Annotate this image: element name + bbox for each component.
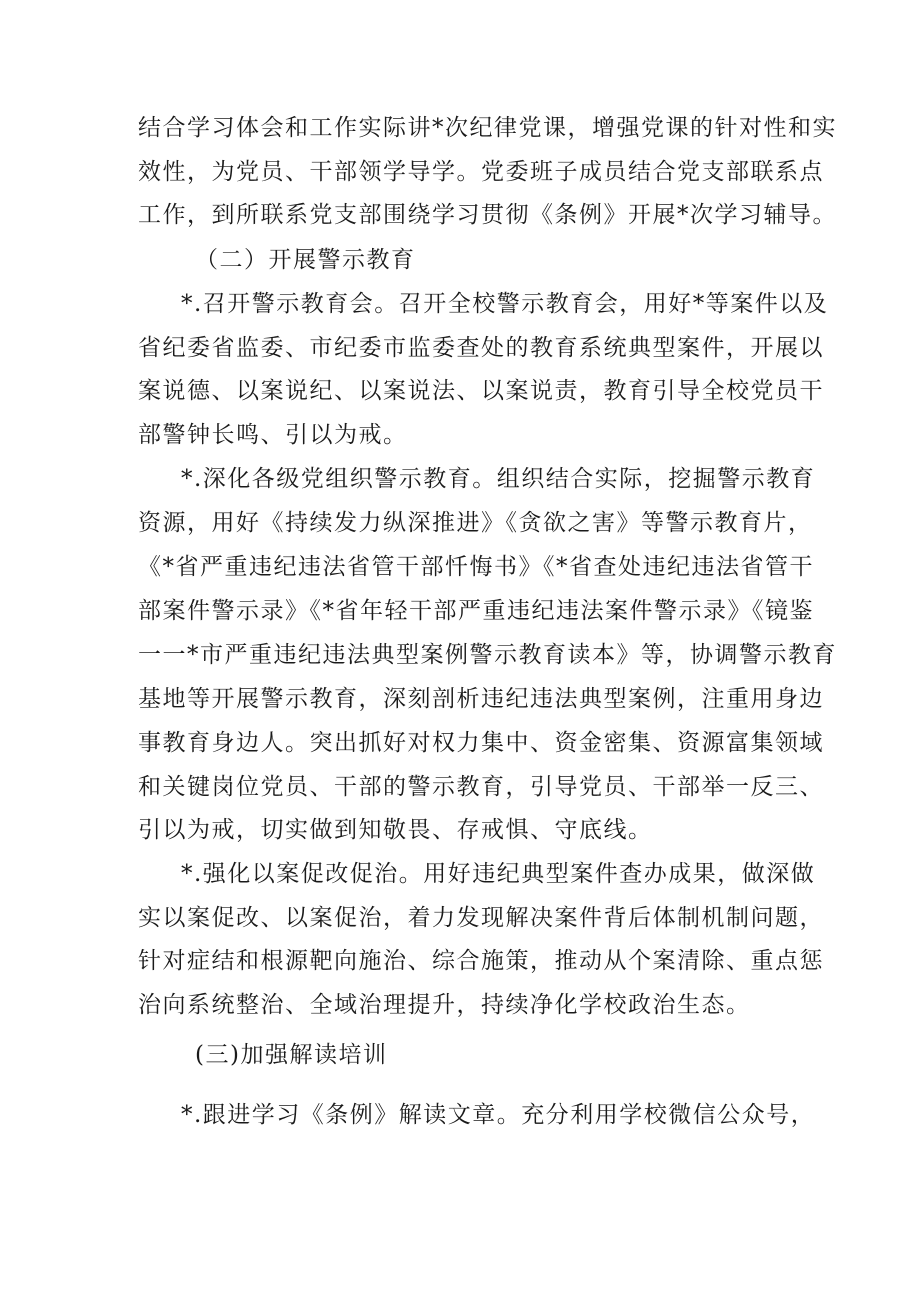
section-heading: (三)加强解读培训 bbox=[195, 1042, 388, 1068]
section-heading: （二）开展警示教育 bbox=[195, 247, 416, 273]
paragraph-line: 部警钟长鸣、引以为戒。 bbox=[138, 422, 408, 448]
paragraph-line: 《*省严重违纪违法省管干部忏悔书》《*省查处违纪违法省管干 bbox=[138, 554, 814, 580]
paragraph-line: 结合学习体会和工作实际讲*次纪律党课，增强党课的针对性和实 bbox=[138, 115, 837, 141]
paragraph-line: 和关键岗位党员、干部的警示教育，引导党员、干部举一反三、 bbox=[138, 774, 824, 800]
paragraph-line: 引以为戒，切实做到知敬畏、存戒惧、守底线。 bbox=[138, 817, 653, 843]
paragraph-line: 部案件警示录》《*省年轻干部严重违纪违法案件警示录》《镜鉴 bbox=[138, 598, 814, 624]
paragraph-line: 案说德、以案说纪、以案说法、以案说责，教育引导全校党员干 bbox=[138, 378, 824, 404]
paragraph-line: 一一*市严重违纪违法典型案例警示教育读本》等，协调警示教育 bbox=[138, 642, 837, 668]
paragraph-line: *.召开警示教育会。召开全校警示教育会，用好*等案件以及 bbox=[181, 291, 829, 317]
paragraph-line: 实以案促改、以案促治，着力发现解决案件背后体制机制问题， bbox=[138, 905, 824, 931]
paragraph-line: *.深化各级党组织警示教育。组织结合实际，挖掘警示教育 bbox=[181, 466, 816, 492]
paragraph-line: 工作，到所联系党支部围绕学习贯彻《条例》开展*次学习辅导。 bbox=[138, 202, 837, 228]
paragraph-line: 基地等开展警示教育，深刻剖析违纪违法典型案例，注重用身边 bbox=[138, 686, 824, 712]
paragraph-line: 事教育身边人。突出抓好对权力集中、资金密集、资源富集领域 bbox=[138, 730, 824, 756]
paragraph-line: *.强化以案促改促治。用好违纪典型案件查办成果，做深做 bbox=[181, 861, 816, 887]
paragraph-line: 资源，用好《持续发力纵深推进》《贪欲之害》等警示教育片， bbox=[138, 510, 813, 536]
paragraph-line: 针对症结和根源靶向施治、综合施策，推动从个案清除、重点惩 bbox=[138, 948, 824, 974]
paragraph-line: 治向系统整治、全域治理提升，持续净化学校政治生态。 bbox=[138, 992, 751, 1018]
paragraph-line: 省纪委省监委、市纪委市监委查处的教育系统典型案件，开展以 bbox=[138, 335, 824, 361]
paragraph-line: *.跟进学习《条例》解读文章。充分利用学校微信公众号， bbox=[181, 1102, 816, 1128]
paragraph-line: 效性，为党员、干部领学导学。党委班子成员结合党支部联系点 bbox=[138, 159, 824, 185]
